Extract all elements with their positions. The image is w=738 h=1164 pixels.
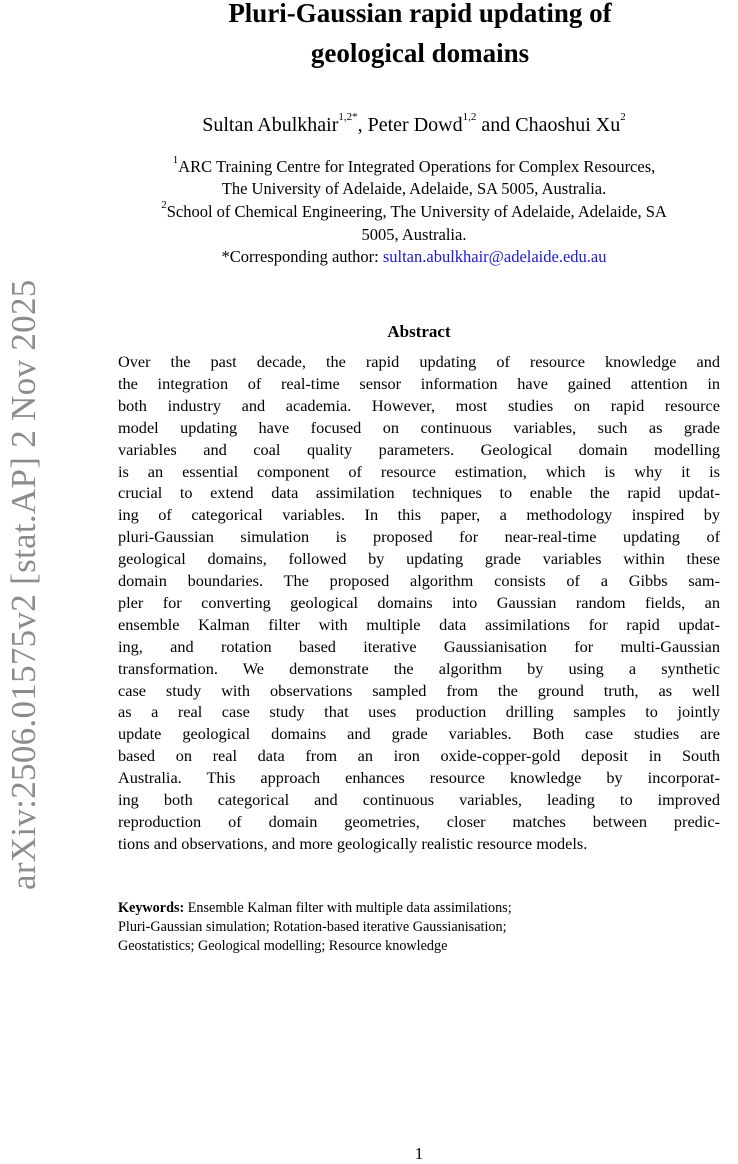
author-name: Chaoshui Xu	[515, 114, 621, 136]
paper-title-line-1: Pluri-Gaussian rapid updating of	[228, 0, 612, 28]
abstract-line: Australia. This approach enhances resource knowledge by incorporat-	[118, 768, 720, 788]
affil-text: ARC Training Centre for Integrated Operations for Complex Resources,	[178, 157, 656, 176]
abstract-line: based on real data from an iron oxide-copper-gold deposit in South	[118, 746, 720, 766]
abstract-line: ing both categorical and continuous variables, leading to improved	[118, 790, 720, 809]
abstract-line: variables and coal quality parameters. Geological domain modelling	[118, 439, 720, 459]
keywords-text: Ensemble Kalman filter with multiple data assimilations;	[184, 900, 512, 916]
abstract-line: geological domains, followed by updating grade variables within these	[118, 549, 720, 569]
email-link[interactable]: sultan.abulkhair@adelaide.edu.au	[382, 247, 607, 266]
author-affil-mark: 2	[620, 111, 626, 123]
keywords-line-3: Geostatistics; Geological modelling; Resource knowledge	[118, 938, 448, 954]
affil-mark: 1	[172, 154, 179, 166]
keywords-line-2: Pluri-Gaussian simulation; Rotation-based iterative Gaussianisation;	[118, 919, 507, 935]
arxiv-side-label: arXiv:2506.01575v2 [stat.AP] 2 Nov 2025	[4, 279, 43, 890]
separator: ,	[357, 114, 368, 136]
page-number: 1	[414, 1144, 424, 1163]
abstract-line: domain boundaries. The proposed algorithm consists of a Gibbs sam-	[118, 571, 720, 590]
abstract-line: ensemble Kalman filter with multiple data assimilations for rapid updat-	[118, 614, 720, 634]
affiliation-1-line-1	[90, 154, 738, 177]
corresponding-author	[90, 247, 738, 267]
separator: and	[476, 114, 516, 136]
author-name: Peter Dowd	[367, 114, 463, 136]
abstract-line: ing of categorical variables. In this paper, a methodology inspired by	[118, 505, 720, 525]
abstract-heading: Abstract	[387, 322, 451, 341]
abstract-line: both industry and academia. However, most studies on rapid resource	[118, 395, 720, 415]
corr-label: *Corresponding author:	[221, 247, 383, 266]
abstract-line: transformation. We demonstrate the algorithm by using a synthetic	[118, 658, 720, 678]
keywords-label: Keywords:	[118, 900, 185, 916]
author-affil-mark: 1,2	[462, 111, 477, 123]
abstract-line: crucial to extend data assimilation techniques to enable the rapid updat-	[118, 483, 720, 503]
affiliation-2-line-2: 5005, Australia.	[361, 225, 467, 244]
affiliation-2-line-1	[90, 199, 738, 222]
affil-text: School of Chemical Engineering, The University of Adelaide, Adelaide, SA	[166, 202, 667, 221]
affil-mark: 2	[161, 199, 167, 211]
author-list	[90, 111, 738, 137]
abstract-line: case study with observations sampled from the ground truth, as well	[118, 680, 720, 700]
keywords-line-1	[118, 900, 512, 917]
abstract-line: is an essential component of resource estimation, which is why it is	[118, 461, 720, 481]
abstract-line: ing, and rotation based iterative Gaussianisation for multi-Gaussian	[118, 636, 720, 656]
abstract-line: update geological domains and grade variables. Both case studies are	[118, 724, 720, 744]
abstract-line: tions and observations, and more geologically realistic resource models.	[118, 833, 588, 853]
abstract-line: as a real case study that uses production drilling samples to jointly	[118, 702, 720, 722]
abstract-line: Over the past decade, the rapid updating of resource knowledge and	[118, 352, 720, 371]
author-affil-mark: 1,2*	[338, 111, 358, 123]
abstract-line: pluri-Gaussian simulation is proposed for near-real-time updating of	[118, 527, 720, 547]
abstract-line: pler for converting geological domains into Gaussian random fields, an	[118, 592, 720, 612]
abstract-line: the integration of real-time sensor information have gained attention in	[118, 373, 720, 393]
abstract-line: model updating have focused on continuous variables, such as grade	[118, 417, 720, 437]
paper-title-line-2: geological domains	[310, 38, 530, 68]
affiliation-1-line-2: The University of Adelaide, Adelaide, SA 5005, Australia.	[221, 179, 607, 198]
abstract-line: reproduction of domain geometries, closer matches between predic-	[118, 811, 720, 831]
author-name: Sultan Abulkhair	[202, 114, 339, 136]
